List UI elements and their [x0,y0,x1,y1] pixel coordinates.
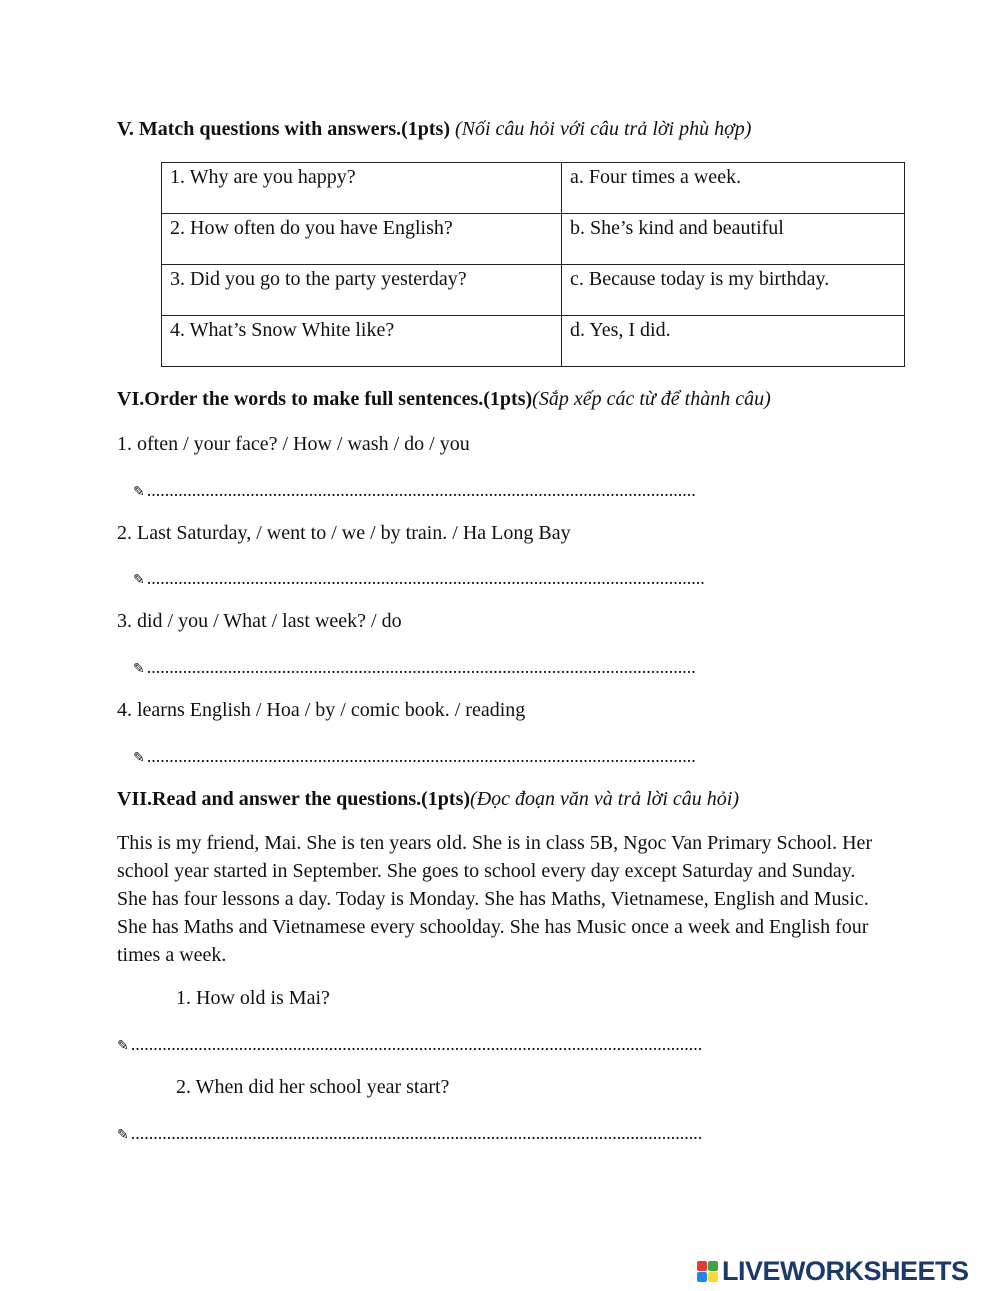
logo-text: LIVEWORKSHEETS [722,1255,969,1286]
section-7-subtitle: (Đọc đoạn văn và trả lời câu hỏi) [470,788,739,810]
section-7-heading [117,788,739,811]
order-item: 4. learns English / Hoa / by / comic book. / reading [117,699,526,721]
pencil-icon: ✎ [117,1038,129,1054]
pencil-icon: ✎ [133,750,145,766]
section-5-heading [117,118,751,141]
answer-line[interactable]: ✎ .......................................................................................................................... [133,657,696,677]
answer-line[interactable]: ✎ ............................................................................................................................... [117,1034,703,1054]
section-5-title: V. Match questions with answers.(1pts) [117,118,450,140]
answer-line[interactable]: ✎ .......................................................................................................................... [133,746,696,766]
order-item: 2. Last Saturday, / went to / we / by train. / Ha Long Bay [117,522,571,544]
reading-question: 2. When did her school year start? [176,1076,450,1098]
answer-line[interactable]: ✎ ............................................................................................................................... [117,1123,703,1143]
answer-cell: c. Because today is my birthday. [562,265,905,316]
order-item: 3. did / you / What / last week? / do [117,610,402,632]
table-row [162,316,905,367]
reading-question: 1. How old is Mai? [176,987,330,1009]
pencil-icon: ✎ [133,572,145,588]
section-5-subtitle: (Nối câu hỏi với câu trả lời phù hợp) [455,118,752,140]
table-row [162,265,905,316]
answer-line[interactable]: ✎ .......................................................................................................................... [133,480,696,500]
answer-cell: d. Yes, I did. [562,316,905,367]
reading-paragraph: This is my friend, Mai. She is ten years old. She is in class 5B, Ngoc Van Primary School. Her school year started in September. She goes to school every day except Saturday and Sunday. She has four lessons a day. Today is Monday. She has Maths, Vietnamese, English and Music. She has Maths and Vietnamese every schoolday. She has Music once a week and English four times a week. [117,832,873,966]
pencil-icon: ✎ [117,1127,129,1143]
question-cell: 1. Why are you happy? [162,163,562,214]
order-item: 1. often / your face? / How / wash / do / you [117,433,470,455]
match-table [161,162,905,367]
section-6-subtitle: (Sắp xếp các từ để thành câu) [532,388,771,410]
answer-cell: a. Four times a week. [562,163,905,214]
section-7-title: VII.Read and answer the questions.(1pts) [117,788,471,810]
table-row [162,214,905,265]
section-6-heading [117,388,771,411]
question-cell: 2. How often do you have English? [162,214,562,265]
table-row [162,163,905,214]
section-6-title: VI.Order the words to make full sentences.(1pts) [117,388,533,410]
answer-cell: b. She’s kind and beautiful [562,214,905,265]
pencil-icon: ✎ [133,661,145,677]
liveworksheets-logo [697,1256,969,1286]
logo-squares-icon [697,1261,718,1282]
question-cell: 3. Did you go to the party yesterday? [162,265,562,316]
question-cell: 4. What’s Snow White like? [162,316,562,367]
pencil-icon: ✎ [133,484,145,500]
answer-line[interactable]: ✎ ............................................................................................................................ [133,568,705,588]
